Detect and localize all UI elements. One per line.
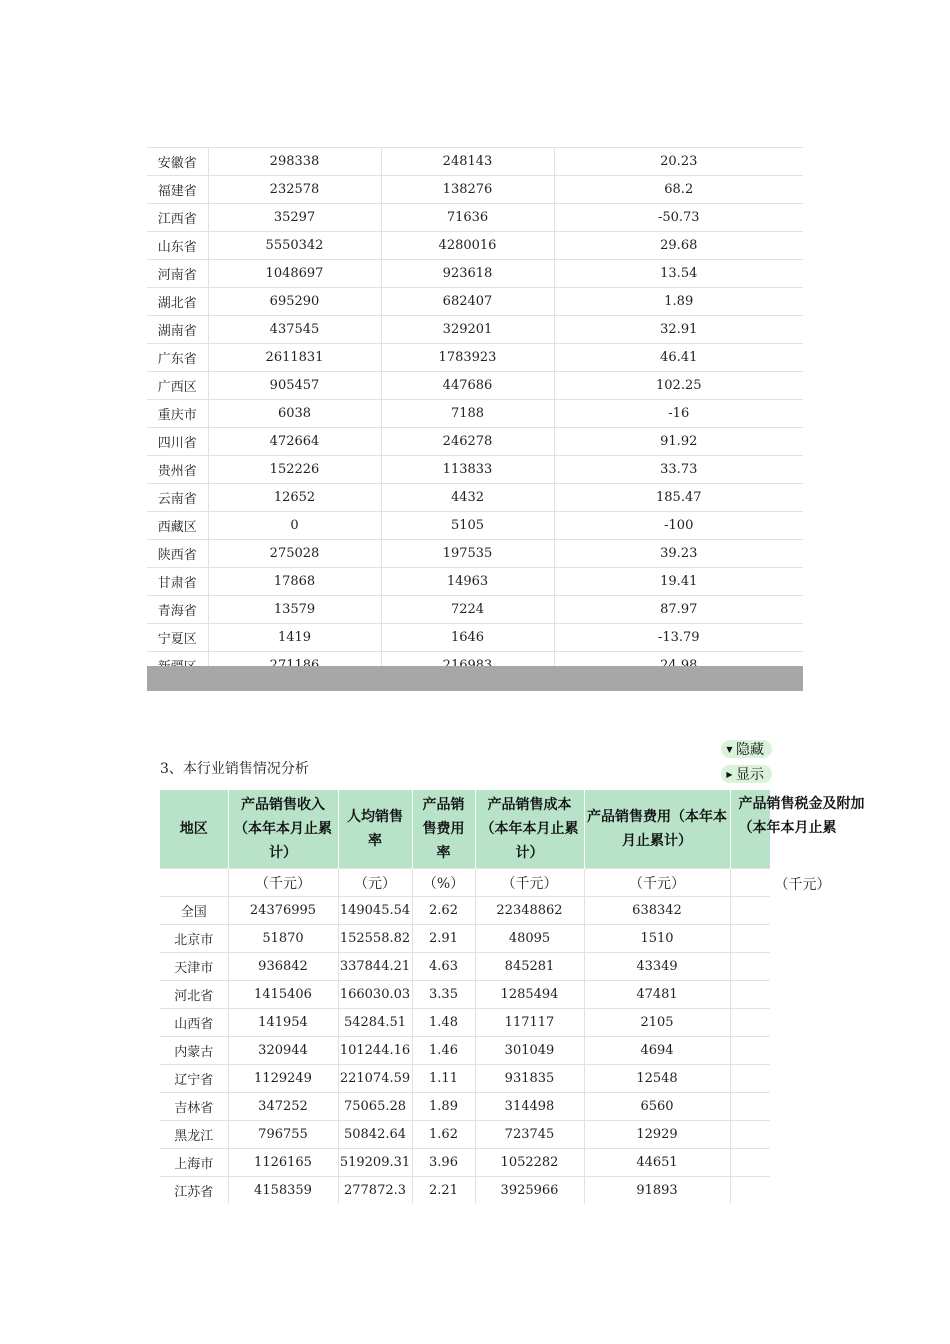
- top-data-table: [147, 147, 803, 680]
- value-cell: 1052282: [475, 1149, 584, 1177]
- table-row: [147, 232, 803, 260]
- region-cell: 河南省: [147, 260, 208, 288]
- value-cell: [730, 1065, 770, 1093]
- value-cell: 20.23: [554, 148, 803, 176]
- value-cell: 166030.03: [338, 981, 412, 1009]
- region-cell: 青海省: [147, 596, 208, 624]
- header-sales-tax-text: 产品销售税金及附加（本年本月止累: [738, 796, 865, 836]
- value-cell: 682407: [381, 288, 554, 316]
- value-cell: 723745: [475, 1121, 584, 1149]
- region-cell: 河北省: [160, 981, 228, 1009]
- table-row: [147, 316, 803, 344]
- value-cell: 3925966: [475, 1177, 584, 1205]
- table-row: [160, 953, 770, 981]
- hide-button-label: 隐藏: [736, 742, 764, 758]
- value-cell: 138276: [381, 176, 554, 204]
- table-row: [147, 148, 803, 176]
- value-cell: 22348862: [475, 897, 584, 925]
- value-cell: 75065.28: [338, 1093, 412, 1121]
- region-cell: 江西省: [147, 204, 208, 232]
- value-cell: 1285494: [475, 981, 584, 1009]
- value-cell: 277872.3: [338, 1177, 412, 1205]
- value-cell: 152558.82: [338, 925, 412, 953]
- value-cell: [730, 1177, 770, 1205]
- sales-analysis-table: [160, 790, 865, 1204]
- table-row: [147, 372, 803, 400]
- region-cell: 甘肃省: [147, 568, 208, 596]
- region-cell: 陕西省: [147, 540, 208, 568]
- value-cell: -100: [554, 512, 803, 540]
- unit-cell: （%）: [412, 869, 475, 897]
- value-cell: 447686: [381, 372, 554, 400]
- table-row: [147, 344, 803, 372]
- value-cell: 32.91: [554, 316, 803, 344]
- value-cell: 4432: [381, 484, 554, 512]
- value-cell: 3.35: [412, 981, 475, 1009]
- header-sales-cost: 产品销售成本（本年本月止累计）: [475, 790, 584, 869]
- table-row: [147, 400, 803, 428]
- region-cell: 山东省: [147, 232, 208, 260]
- table-row: [147, 204, 803, 232]
- value-cell: 437545: [208, 316, 381, 344]
- value-cell: 1415406: [228, 981, 338, 1009]
- value-cell: 519209.31: [338, 1149, 412, 1177]
- value-cell: [730, 1093, 770, 1121]
- value-cell: 87.97: [554, 596, 803, 624]
- region-cell: 吉林省: [160, 1093, 228, 1121]
- value-cell: -13.79: [554, 624, 803, 652]
- value-cell: 472664: [208, 428, 381, 456]
- unit-cell: [730, 869, 831, 897]
- region-cell: 湖南省: [147, 316, 208, 344]
- table-row: [147, 260, 803, 288]
- value-cell: 12548: [584, 1065, 730, 1093]
- value-cell: 275028: [208, 540, 381, 568]
- value-cell: 197535: [381, 540, 554, 568]
- value-cell: 102.25: [554, 372, 803, 400]
- value-cell: 7224: [381, 596, 554, 624]
- value-cell: 4694: [584, 1037, 730, 1065]
- table-row: [160, 1177, 770, 1205]
- value-cell: 695290: [208, 288, 381, 316]
- value-cell: [730, 1149, 770, 1177]
- header-row: [160, 790, 770, 869]
- value-cell: 54284.51: [338, 1009, 412, 1037]
- value-cell: 113833: [381, 456, 554, 484]
- region-cell: 全国: [160, 897, 228, 925]
- table-row: [160, 1149, 770, 1177]
- value-cell: [730, 897, 770, 925]
- value-cell: 320944: [228, 1037, 338, 1065]
- value-cell: 301049: [475, 1037, 584, 1065]
- value-cell: 68.2: [554, 176, 803, 204]
- value-cell: [730, 925, 770, 953]
- value-cell: 4158359: [228, 1177, 338, 1205]
- region-cell: 安徽省: [147, 148, 208, 176]
- table-row: [147, 176, 803, 204]
- header-sales-tax: [730, 790, 865, 869]
- value-cell: 347252: [228, 1093, 338, 1121]
- region-cell: 广东省: [147, 344, 208, 372]
- value-cell: 1129249: [228, 1065, 338, 1093]
- value-cell: 7188: [381, 400, 554, 428]
- value-cell: 44651: [584, 1149, 730, 1177]
- value-cell: 329201: [381, 316, 554, 344]
- value-cell: [730, 1037, 770, 1065]
- value-cell: 13579: [208, 596, 381, 624]
- value-cell: 91893: [584, 1177, 730, 1205]
- caret-down-icon: ▼: [726, 744, 733, 754]
- header-expense-rate: 产品销售费用率: [412, 790, 475, 869]
- region-cell: 四川省: [147, 428, 208, 456]
- value-cell: 1.89: [412, 1093, 475, 1121]
- region-cell: 辽宁省: [160, 1065, 228, 1093]
- value-cell: 117117: [475, 1009, 584, 1037]
- value-cell: 3.96: [412, 1149, 475, 1177]
- table-row: [160, 1121, 770, 1149]
- value-cell: 1783923: [381, 344, 554, 372]
- value-cell: 314498: [475, 1093, 584, 1121]
- region-cell: 西藏区: [147, 512, 208, 540]
- unit-cell: （千元）: [475, 869, 584, 897]
- value-cell: 6560: [584, 1093, 730, 1121]
- value-cell: 1048697: [208, 260, 381, 288]
- table-row: [147, 484, 803, 512]
- value-cell: 71636: [381, 204, 554, 232]
- value-cell: 248143: [381, 148, 554, 176]
- value-cell: 12929: [584, 1121, 730, 1149]
- value-cell: 221074.59: [338, 1065, 412, 1093]
- value-cell: 185.47: [554, 484, 803, 512]
- value-cell: 1.89: [554, 288, 803, 316]
- value-cell: 845281: [475, 953, 584, 981]
- value-cell: [730, 981, 770, 1009]
- value-cell: 4.63: [412, 953, 475, 981]
- value-cell: 29.68: [554, 232, 803, 260]
- value-cell: 931835: [475, 1065, 584, 1093]
- value-cell: 2105: [584, 1009, 730, 1037]
- value-cell: 0: [208, 512, 381, 540]
- unit-cell: （千元）: [228, 869, 338, 897]
- table-row: [147, 512, 803, 540]
- value-cell: [730, 953, 770, 981]
- header-sales-revenue: 产品销售收入（本年本月止累计）: [228, 790, 338, 869]
- region-cell: 上海市: [160, 1149, 228, 1177]
- unit-cell: （元）: [338, 869, 412, 897]
- region-cell: 宁夏区: [147, 624, 208, 652]
- header-sales-expense: 产品销售费用（本年本月止累计）: [584, 790, 730, 869]
- value-cell: 24376995: [228, 897, 338, 925]
- value-cell: 48095: [475, 925, 584, 953]
- value-cell: 1419: [208, 624, 381, 652]
- value-cell: 1.62: [412, 1121, 475, 1149]
- value-cell: 14963: [381, 568, 554, 596]
- header-per-capita-sales: 人均销售率: [338, 790, 412, 869]
- value-cell: -16: [554, 400, 803, 428]
- value-cell: 6038: [208, 400, 381, 428]
- show-button-label: 显示: [736, 767, 764, 783]
- value-cell: 905457: [208, 372, 381, 400]
- region-cell: 广西区: [147, 372, 208, 400]
- value-cell: 1.11: [412, 1065, 475, 1093]
- table-row: [147, 596, 803, 624]
- value-cell: 337844.21: [338, 953, 412, 981]
- value-cell: 5550342: [208, 232, 381, 260]
- value-cell: 638342: [584, 897, 730, 925]
- value-cell: 12652: [208, 484, 381, 512]
- table-footer-bar: [147, 666, 803, 691]
- value-cell: 35297: [208, 204, 381, 232]
- value-cell: 50842.64: [338, 1121, 412, 1149]
- value-cell: 51870: [228, 925, 338, 953]
- value-cell: 19.41: [554, 568, 803, 596]
- value-cell: -50.73: [554, 204, 803, 232]
- caret-right-icon: ▶: [726, 769, 733, 779]
- value-cell: 298338: [208, 148, 381, 176]
- region-cell: 黑龙江: [160, 1121, 228, 1149]
- table-row: [160, 1009, 770, 1037]
- table-row: [147, 456, 803, 484]
- value-cell: 17868: [208, 568, 381, 596]
- table-row: [147, 288, 803, 316]
- value-cell: 47481: [584, 981, 730, 1009]
- value-cell: 1646: [381, 624, 554, 652]
- table-row: [147, 428, 803, 456]
- table-row: [147, 568, 803, 596]
- value-cell: 2.62: [412, 897, 475, 925]
- value-cell: 101244.16: [338, 1037, 412, 1065]
- region-cell: 内蒙古: [160, 1037, 228, 1065]
- region-cell: 北京市: [160, 925, 228, 953]
- table-row: [160, 981, 770, 1009]
- value-cell: 5105: [381, 512, 554, 540]
- value-cell: 149045.54: [338, 897, 412, 925]
- region-cell: 云南省: [147, 484, 208, 512]
- section-title: 3、本行业销售情况分析: [160, 761, 309, 777]
- table-row: [160, 925, 770, 953]
- top-table-body: [147, 148, 803, 680]
- value-cell: 796755: [228, 1121, 338, 1149]
- value-cell: 1510: [584, 925, 730, 953]
- table-row: [160, 1037, 770, 1065]
- value-cell: [730, 1121, 770, 1149]
- value-cell: 1126165: [228, 1149, 338, 1177]
- table-row: [147, 624, 803, 652]
- region-cell: 山西省: [160, 1009, 228, 1037]
- value-cell: 2611831: [208, 344, 381, 372]
- value-cell: 2.91: [412, 925, 475, 953]
- value-cell: 936842: [228, 953, 338, 981]
- value-cell: 1.46: [412, 1037, 475, 1065]
- table-row: [160, 897, 770, 925]
- value-cell: [730, 1009, 770, 1037]
- value-cell: 141954: [228, 1009, 338, 1037]
- region-cell: 江苏省: [160, 1177, 228, 1205]
- value-cell: 43349: [584, 953, 730, 981]
- value-cell: 923618: [381, 260, 554, 288]
- unit-cell-text: （千元）: [774, 877, 831, 893]
- region-cell: 重庆市: [147, 400, 208, 428]
- value-cell: 13.54: [554, 260, 803, 288]
- table-row: [160, 1065, 770, 1093]
- value-cell: 39.23: [554, 540, 803, 568]
- value-cell: 2.21: [412, 1177, 475, 1205]
- region-cell: 天津市: [160, 953, 228, 981]
- value-cell: 246278: [381, 428, 554, 456]
- value-cell: 46.41: [554, 344, 803, 372]
- value-cell: 1.48: [412, 1009, 475, 1037]
- value-cell: 91.92: [554, 428, 803, 456]
- region-cell: 福建省: [147, 176, 208, 204]
- value-cell: 33.73: [554, 456, 803, 484]
- hide-button[interactable]: [721, 740, 772, 758]
- table-row: [160, 1093, 770, 1121]
- region-cell: 贵州省: [147, 456, 208, 484]
- unit-cell: （千元）: [584, 869, 730, 897]
- table-row: [147, 540, 803, 568]
- value-cell: 4280016: [381, 232, 554, 260]
- sales-table-body: [160, 869, 831, 1205]
- value-cell: 152226: [208, 456, 381, 484]
- show-button[interactable]: [721, 765, 772, 783]
- unit-cell: [160, 869, 228, 897]
- value-cell: 232578: [208, 176, 381, 204]
- header-region: 地区: [160, 790, 228, 869]
- region-cell: 湖北省: [147, 288, 208, 316]
- unit-row: [160, 869, 770, 897]
